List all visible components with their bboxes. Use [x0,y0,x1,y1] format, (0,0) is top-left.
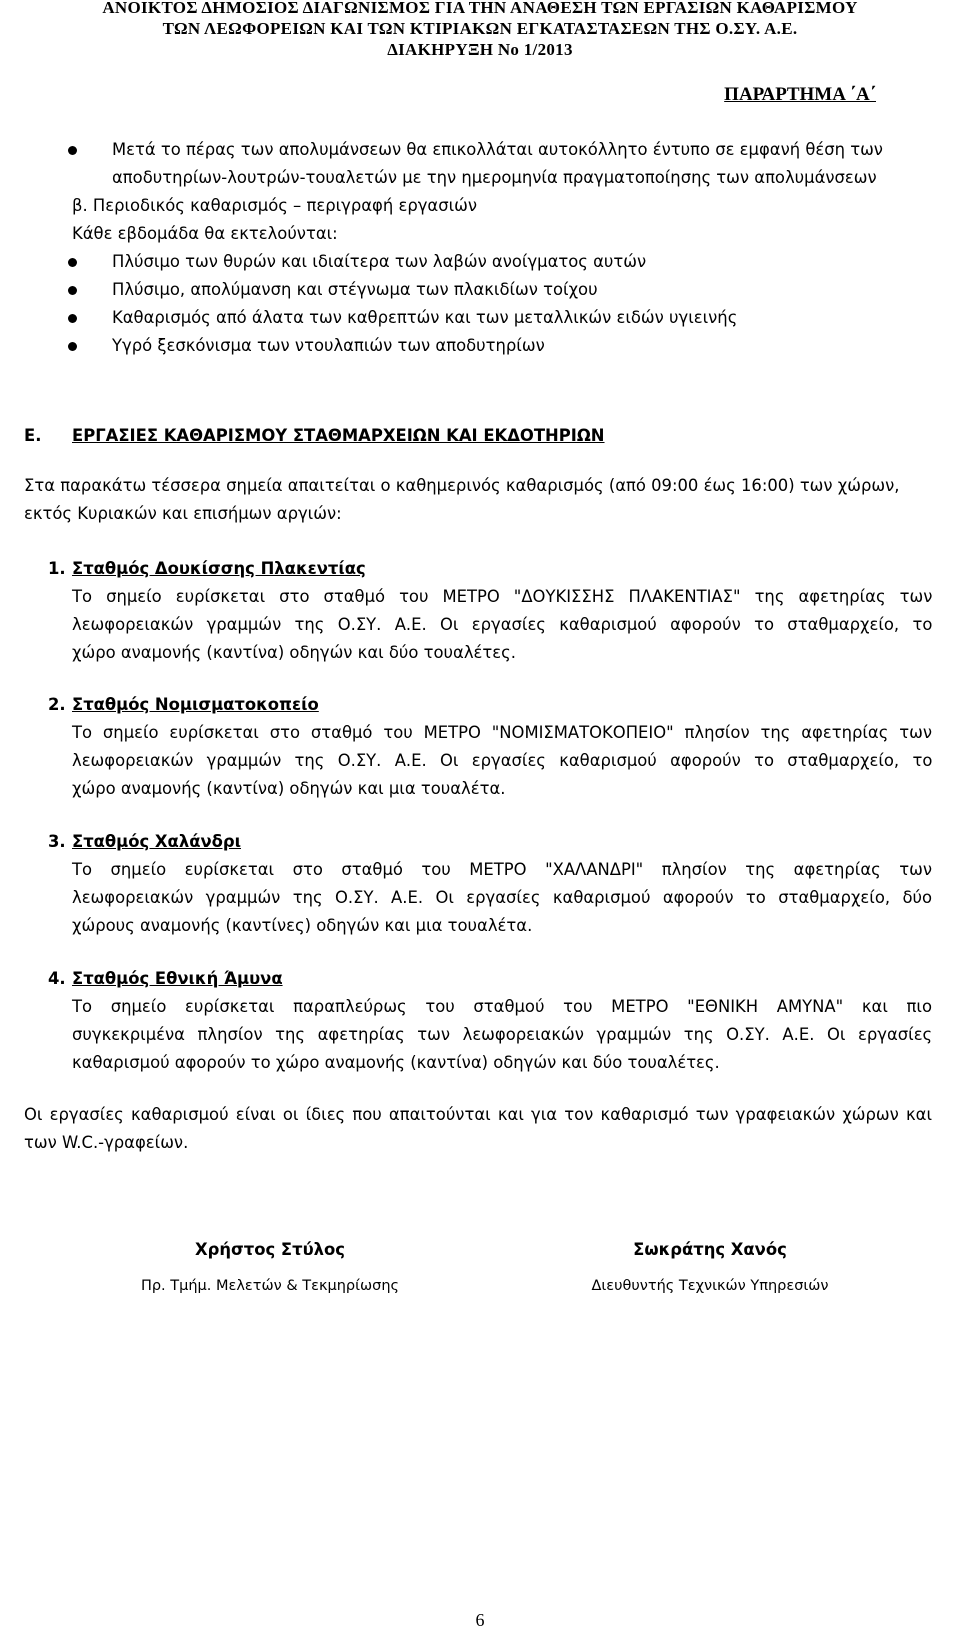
station-line: Το σημείο ευρίσκεται στο σταθμό του ΜΕΤΡΟ "ΧΑΛΑΝΔΡΙ" πλησίον της αφετηρίας των [72,860,932,879]
station-line: χώρο αναμονής (καντίνα) οδηγών και δύο τουαλέτες. [72,643,516,662]
bullet-icon [68,258,77,267]
station-title: Σταθμός Δουκίσσης Πλακεντίας [72,559,366,578]
page-number: 6 [475,1610,485,1630]
section-e-title: ΕΡΓΑΣΙΕΣ ΚΑΘΑΡΙΣΜΟΥ ΣΤΑΘΜΑΡΧΕΙΩΝ ΚΑΙ ΕΚΔΟΤΗΡΙΩΝ [72,426,605,445]
station-line: Το σημείο ευρίσκεται παραπλεύρως του σταθμού του ΜΕΤΡΟ "ΕΘΝΙΚΗ ΑΜΥΝΑ" και πιο [72,997,932,1016]
top-bullet-line-1: Μετά το πέρας των απολυμάνσεων θα επικολλάται αυτοκόλλητο έντυπο σε εμφανή θέση των [112,140,883,159]
station-title: Σταθμός Νομισματοκοπείο [72,695,319,714]
header-line-1: ΑΝΟΙΚΤΟΣ ΔΗΜΟΣΙΟΣ ΔΙΑΓΩΝΙΣΜΟΣ ΓΙΑ ΤΗΝ ΑΝΑΘΕΣΗ ΤΩΝ ΕΡΓΑΣΙΩΝ ΚΑΘΑΡΙΣΜΟΥ [102,0,858,17]
station-line: καθαρισμού αφορούν το χώρο αναμονής (καντίνα) οδηγών και δύο τουαλέτες. [72,1053,720,1072]
station-line: λεωφορειακών γραμμών της Ο.ΣΥ. Α.Ε. Οι εργασίες καθαρισμού αφορούν το σταθμαρχείο, το [72,615,933,634]
station-line: χώρους αναμονής (καντίνες) οδηγών και μια τουαλέτα. [72,916,533,935]
signature-left-name: Χρήστος Στύλος [194,1240,346,1259]
closing-line-1: Οι εργασίες καθαρισμού είναι οι ίδιες που απαιτούνται και για τον καθαρισμό των γραφειακών χώρων και [24,1105,932,1124]
section-e-intro-line-1: Στα παρακάτω τέσσερα σημεία απαιτείται ο καθημερινός καθαρισμός (από 09:00 έως 16:00) των χώρων, [24,476,900,495]
header-line-3: ΔΙΑΚΗΡΥΞΗ Νο 1/2013 [387,40,573,59]
signature-right-name: Σωκράτης Χανός [633,1240,787,1259]
list-item: Καθαρισμός από άλατα των καθρεπτών και των μεταλλικών ειδών υγιεινής [112,308,738,327]
bullet-icon [68,314,77,323]
header-line-2: ΤΩΝ ΛΕΩΦΟΡΕΙΩΝ ΚΑΙ ΤΩΝ ΚΤΙΡΙΑΚΩΝ ΕΓΚΑΤΑΣΤΑΣΕΩΝ ΤΗΣ Ο.ΣΥ. Α.Ε. [162,19,798,38]
list-item: Υγρό ξεσκόνισμα των ντουλαπιών των αποδυτηρίων [112,336,545,355]
station-number: 3. [48,832,66,851]
station-line: συγκεκριμένα πλησίον της αφετηρίας των λεωφορειακών γραμμών της Ο.ΣΥ. Α.Ε. Οι εργασίες [72,1025,933,1044]
section-b-intro: Κάθε εβδομάδα θα εκτελούνται: [72,224,338,243]
station-line: λεωφορειακών γραμμών της Ο.ΣΥ. Α.Ε. Οι εργασίες καθαρισμού αφορούν το σταθμαρχείο, το [72,751,933,770]
station-line: χώρο αναμονής (καντίνα) οδηγών και μια τουαλέτα. [72,779,506,798]
station-title: Σταθμός Εθνική Άμυνα [72,969,283,988]
closing-line-2: των W.C.-γραφείων. [24,1133,189,1152]
bullet-icon [68,286,77,295]
list-item: Πλύσιμο, απολύμανση και στέγνωμα των πλακιδίων τοίχου [112,280,598,299]
section-e-letter: Ε. [24,426,42,445]
signature-left-role: Πρ. Τμήμ. Μελετών & Τεκμηρίωσης [140,1278,400,1294]
signature-right [560,1236,860,1300]
signature-left [120,1236,420,1300]
annex-label: ΠΑΡΑΡΤΗΜΑ ΄Α΄ [724,84,876,105]
station-line: λεωφορειακών γραμμών της Ο.ΣΥ. Α.Ε. Οι εργασίες καθαρισμού αφορούν το σταθμαρχείο, δύο [72,888,932,907]
section-e-intro-line-2: εκτός Κυριακών και επισήμων αργιών: [24,504,342,523]
section-b-title: β. Περιοδικός καθαρισμός – περιγραφή εργασιών [72,196,478,215]
bullet-icon [68,342,77,351]
station-title: Σταθμός Χαλάνδρι [72,832,241,851]
signature-right-role: Διευθυντής Τεχνικών Υπηρεσιών [591,1278,829,1294]
list-item: Πλύσιμο των θυρών και ιδιαίτερα των λαβών ανοίγματος αυτών [112,252,647,271]
top-bullet-line-2: αποδυτηρίων-λουτρών-τουαλετών με την ημερομηνία πραγματοποίησης των απολυμάνσεων [112,168,877,187]
station-number: 1. [48,559,66,578]
bullet-icon [68,146,77,155]
station-line: Το σημείο ευρίσκεται στο σταθμό του ΜΕΤΡΟ "ΝΟΜΙΣΜΑΤΟΚΟΠΕΙΟ" πλησίον της αφετηρίας των [72,723,932,742]
station-number: 2. [48,695,66,714]
station-number: 4. [48,969,66,988]
station-line: Το σημείο ευρίσκεται στο σταθμό του ΜΕΤΡΟ "ΔΟΥΚΙΣΣΗΣ ΠΛΑΚΕΝΤΙΑΣ" της αφετηρίας των [72,587,933,606]
